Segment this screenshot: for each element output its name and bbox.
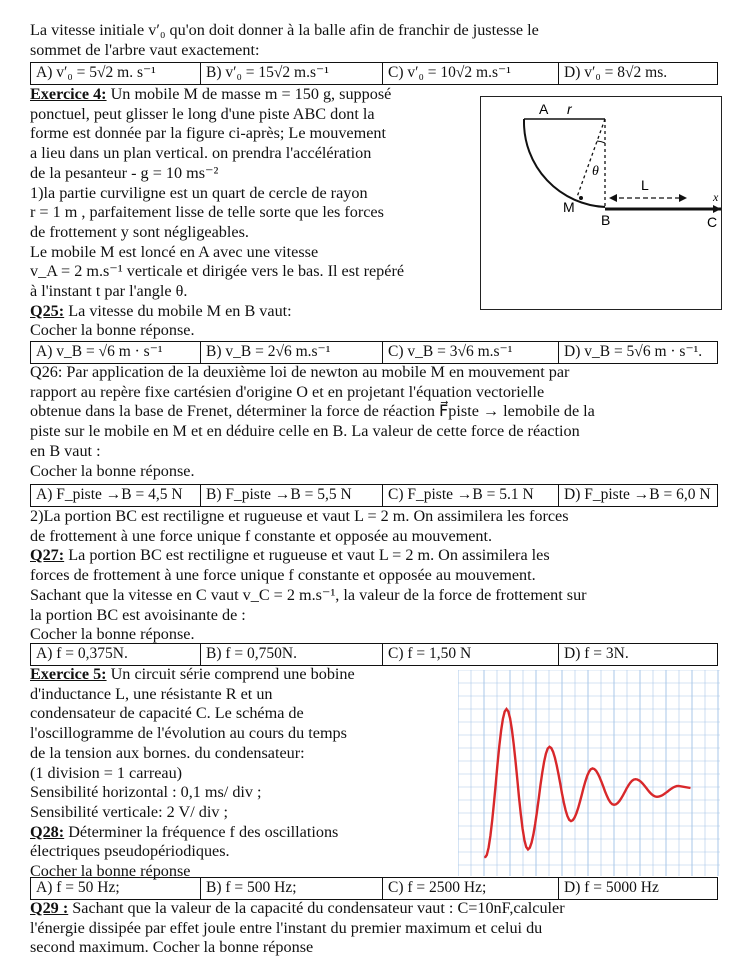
answer-c[interactable]: C) f = 2500 Hz; [383, 878, 559, 899]
q26-line: piste sur le mobile en M et en déduire celle en B. La valeur de cette force de réaction [30, 422, 580, 441]
label-theta: θ [592, 164, 599, 179]
answer-a[interactable]: A) f = 0,375N. [31, 644, 201, 665]
q27-line: La portion BC est rectiligne et rugueuse et vaut L = 2 m. On assimilera les [64, 546, 550, 565]
answer-a[interactable]: A) v_B = √6 m · s⁻¹ [31, 342, 201, 363]
answer-c[interactable]: C) F_piste →B = 5.1 N [383, 485, 559, 506]
q26-line: obtenue dans la base de Frenet, déterminer la force de réaction F⃗piste → lemobile de la [30, 402, 595, 421]
q25-label: Q25: [30, 301, 65, 320]
answer-a[interactable]: A) F_piste →B = 4,5 N [31, 485, 201, 506]
q27-line: Sachant que la vitesse en C vaut v_C = 2 m.s⁻¹, la valeur de la force de frottement sur [30, 585, 587, 604]
q29-line: l'énergie dissipée par effet joule entre l'instant du premier maximum et celui du [30, 918, 543, 937]
trace-extremum-point [656, 796, 658, 798]
oscillogram [458, 670, 720, 876]
angle-line [577, 119, 605, 197]
q28-line: électriques pseudopériodiques. [30, 842, 230, 861]
exercise-5-line: condensateur de capacité C. Le schéma de [30, 704, 304, 723]
answer-d[interactable]: D) f = 5000 Hz [564, 879, 659, 896]
exercise-4-line: à l'instant t par l'angle θ. [30, 282, 188, 301]
answer-row-q28 [30, 877, 718, 900]
answer-c[interactable]: C) v′₀ = 10√2 m.s⁻¹ [383, 63, 559, 84]
answer-row-q25 [30, 341, 718, 364]
oscillogram-svg [458, 670, 720, 876]
q28-line: Déterminer la fréquence f des oscillations [64, 822, 339, 841]
track-figure-svg [481, 97, 721, 309]
length-arrow-left-head [609, 194, 617, 202]
q27-instruction: Cocher la bonne réponse. [30, 625, 195, 644]
intro-text [30, 21, 720, 60]
answer-b[interactable]: B) f = 500 Hz; [201, 878, 383, 899]
answer-d[interactable]: D) v_B = 5√6 m · s⁻¹. [564, 343, 703, 360]
label-M: M [563, 199, 575, 215]
q29-line: Sachant que la valeur de la capacité du condensateur vaut : C=10nF,calculer [68, 899, 565, 917]
answer-c[interactable]: C) v_B = 3√6 m.s⁻¹ [383, 342, 559, 363]
trace-extremum-point [506, 708, 508, 710]
exercise-5-heading: Exercice 5: [30, 665, 107, 683]
exercise-4-line: Un mobile M de masse m = 150 g, supposé [106, 85, 392, 103]
track-figure [480, 96, 722, 310]
intro-line-2: sommet de l'arbre vaut exactement: [30, 40, 260, 59]
q28-instruction: Cocher la bonne réponse [30, 862, 191, 881]
part2-line-2: de frottement à une force unique f constante et opposée au mouvement. [30, 526, 493, 545]
mobile-point [579, 196, 583, 200]
answer-b[interactable]: B) v′₀ = 15√2 m.s⁻¹ [201, 63, 383, 84]
q29-label: Q29 : [30, 899, 69, 917]
answer-d[interactable]: D) f = 3N. [564, 645, 629, 662]
q27-line: la portion BC est avoisinante de : [30, 605, 246, 624]
answer-d[interactable]: D) v′₀ = 8√2 ms. [564, 64, 668, 81]
exercise-5-line: d'inductance L, une résistante R et un [30, 684, 273, 703]
exercise-4-line: a lieu dans un plan vertical. on prendra l'accélération [30, 144, 372, 163]
exercise-5-line: Sensibilité horizontal : 0,1 ms/ div ; [30, 783, 262, 802]
label-B: B [601, 212, 611, 228]
answer-a[interactable]: A) f = 50 Hz; [31, 878, 201, 899]
trace-extremum-point [592, 768, 594, 770]
answer-b[interactable]: B) v_B = 2√6 m.s⁻¹ [201, 342, 383, 363]
exercise-5-line: Un circuit série comprend une bobine [106, 665, 355, 683]
track-curve [524, 119, 605, 207]
exercise-4-heading: Exercice 4: [30, 85, 107, 103]
answer-row-q26 [30, 484, 718, 507]
x-axis-arrow-head [713, 205, 721, 213]
q28-label: Q28: [30, 822, 65, 841]
q27-line: forces de frottement à une force unique f constante et opposée au mouvement. [30, 566, 536, 585]
answer-a[interactable]: A) v′₀ = 5√2 m. s⁻¹ [31, 63, 201, 84]
trace-extremum-point [613, 804, 615, 806]
trace-extremum-point [549, 746, 551, 748]
trace-extremum-point [678, 785, 680, 787]
q25-instruction: Cocher la bonne réponse. [30, 321, 195, 340]
answer-row-v0 [30, 62, 718, 85]
exercise-4-line: v_A = 2 m.s⁻¹ verticale et dirigée vers le bas. Il est repéré [30, 262, 405, 281]
exercise-4-line: de la pesanteur - g = 10 ms⁻² [30, 163, 219, 182]
answer-d[interactable]: D) F_piste →B = 6,0 N [564, 486, 711, 503]
trace-extremum-point [527, 849, 529, 851]
angle-arc [597, 141, 605, 143]
exercise-5-line: l'oscillogramme de l'évolution au cours du temps [30, 724, 347, 743]
q26-instruction: Cocher la bonne réponse. [30, 461, 195, 480]
answer-c[interactable]: C) f = 1,50 N [383, 644, 559, 665]
exercise-4-line: de frottement y sont négligeables. [30, 222, 249, 241]
label-r: r [567, 101, 572, 117]
answer-b[interactable]: B) f = 0,750N. [201, 644, 383, 665]
q29-line: second maximum. Cocher la bonne réponse [30, 938, 314, 957]
question-29 [30, 899, 720, 958]
exercise-4-line: forme est donnée par la figure ci-après; Le mouvement [30, 124, 386, 143]
length-arrow-right-head [679, 194, 687, 202]
trace-extremum-point [635, 778, 637, 780]
q27-label: Q27: [30, 546, 65, 565]
q26-line: en B vaut : [30, 441, 101, 460]
exercise-4-line: r = 1 m , parfaitement lisse de telle sorte que les forces [30, 203, 384, 222]
trace-extremum-point [484, 857, 486, 859]
label-x: x [713, 190, 719, 204]
exercise-4 [30, 85, 480, 341]
answer-row-q27 [30, 643, 718, 666]
exercise-4-line: ponctuel, peut glisser le long d'une piste ABC dont la [30, 104, 375, 123]
answer-b[interactable]: B) F_piste →B = 5,5 N [201, 485, 383, 506]
exercise-5-line: de la tension aux bornes. du condensateur: [30, 743, 305, 762]
exercise-4-line: 1)la partie curviligne est un quart de cercle de rayon [30, 183, 368, 202]
trace-extremum-point [570, 820, 572, 822]
exercise-5 [30, 665, 450, 882]
q26-line: rapport au repère fixe cartésien d'origine O et en projetant l'équation vectorielle [30, 382, 545, 401]
intro-line-1: La vitesse initiale v′₀ qu'on doit donner à la balle afin de franchir de justesse le [30, 21, 539, 39]
q25-text: La vitesse du mobile M en B vaut: [64, 301, 292, 320]
question-27 [30, 507, 720, 645]
exercise-5-line: (1 division = 1 carreau) [30, 763, 183, 782]
part2-line-1: 2)La portion BC est rectiligne et rugueuse et vaut L = 2 m. On assimilera les forces [30, 507, 569, 525]
label-L: L [641, 177, 649, 193]
label-A: A [539, 101, 549, 117]
q26-line: Q26: Par application de la deuxième loi de newton au mobile M en mouvement par [30, 363, 570, 381]
label-C: C [707, 214, 718, 230]
exercise-5-line: Sensibilité verticale: 2 V/ div ; [30, 802, 228, 821]
exercise-4-line: Le mobile M est loncé en A avec une vitesse [30, 242, 319, 261]
question-26 [30, 363, 720, 481]
